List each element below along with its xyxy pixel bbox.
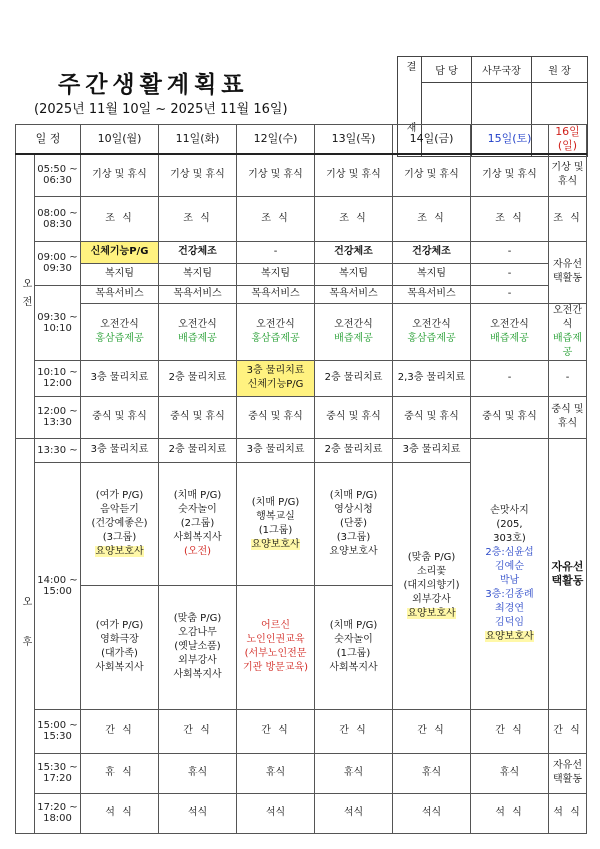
cell-wed-snack: 오전간식 홍삼즙제공 (237, 303, 315, 360)
cell-wed-0550: 기상 및 휴식 (237, 154, 315, 196)
cell-tue-1500: 간 식 (159, 709, 237, 753)
cell-wed-1400a: (치매 P/G) 행복교실 (1그룹) 요양보호사 (237, 462, 315, 585)
cell-thu-1530: 휴식 (315, 753, 393, 793)
cell-thu-1200: 중식 및 휴식 (315, 396, 393, 438)
cell-mon-0915: 복지팀 (81, 263, 159, 285)
cell-wed-1500: 간 식 (237, 709, 315, 753)
cell-mon-0800: 조 식 (81, 196, 159, 241)
cell-sat-0900: - (471, 241, 549, 263)
cell-fri-1530: 휴식 (393, 753, 471, 793)
cell-wed-1330: 3층 물리치료 (237, 438, 315, 462)
header-schedule: 일 정 (16, 125, 81, 155)
cell-sun-0900: 자유선택활동 (549, 241, 587, 303)
approval-col-director: 사무국장 (472, 57, 532, 83)
time-1500: 15:00 ~ 15:30 (35, 709, 81, 753)
cell-thu-0930: 목욕서비스 (315, 285, 393, 303)
cell-thu-snack: 오전간식 배즙제공 (315, 303, 393, 360)
header-mon: 10일(월) (81, 125, 159, 155)
cell-fri-0800: 조 식 (393, 196, 471, 241)
cell-tue-0800: 조 식 (159, 196, 237, 241)
cell-mon-1010: 3층 물리치료 (81, 360, 159, 396)
cell-sat-0930: - (471, 285, 549, 303)
cell-tue-snack: 오전간식 배즙제공 (159, 303, 237, 360)
cell-tue-1400b: (맞춤 P/G) 오감나무 (옛날소품) 외부강사 사회복지사 (159, 585, 237, 709)
cell-thu-1400a: (치매 P/G) 영상시청 (단풍) (3그룹) 요양보호사 (315, 462, 393, 585)
cell-sat-snack: 오전간식 배즙제공 (471, 303, 549, 360)
cell-thu-0900: 건강체조 (315, 241, 393, 263)
approval-col-manager: 담 당 (422, 57, 472, 83)
staff-badge: 요양보호사 (251, 538, 300, 550)
header-sun: 16일(일) (549, 125, 587, 155)
cell-sat-0800: 조 식 (471, 196, 549, 241)
time-0800: 08:00 ~ 08:30 (35, 196, 81, 241)
cell-thu-1010: 2층 물리치료 (315, 360, 393, 396)
cell-fri-1400: (맞춤 P/G) 소리꽃 (대지의향기) 외부강사 요양보호사 (393, 462, 471, 709)
cell-mon-1400a: (여가 P/G) 음악듣기 (건강예좋은) (3그룹) 요양보호사 (81, 462, 159, 585)
cell-tue-0900: 건강체조 (159, 241, 237, 263)
cell-sat-1200: 중식 및 휴식 (471, 396, 549, 438)
cell-wed-1530: 휴식 (237, 753, 315, 793)
time-1010: 10:10 ~ 12:00 (35, 360, 81, 396)
cell-thu-1720: 석식 (315, 793, 393, 833)
time-1330: 13:30 ~ (35, 438, 81, 462)
header-wed: 12일(수) (237, 125, 315, 155)
cell-mon-0900: 신체기능P/G (81, 241, 159, 263)
time-0930: 09:30 ~ 10:10 (35, 285, 81, 360)
cell-mon-1200: 중식 및 휴식 (81, 396, 159, 438)
cell-tue-1720: 석식 (159, 793, 237, 833)
header-tue: 11일(화) (159, 125, 237, 155)
time-0900: 09:00 ~ 09:30 (35, 241, 81, 285)
cell-tue-1010: 2층 물리치료 (159, 360, 237, 396)
cell-sat-0915: - (471, 263, 549, 285)
cell-mon-1330: 3층 물리치료 (81, 438, 159, 462)
approval-label: 결 재 (398, 57, 422, 157)
cell-tue-0550: 기상 및 휴식 (159, 154, 237, 196)
time-1400: 14:00 ~ 15:00 (35, 462, 81, 709)
cell-sun-snack: 오전간식 배즙제공 (549, 303, 587, 360)
approval-col-head: 원 장 (532, 57, 588, 83)
cell-mon-1530: 휴 식 (81, 753, 159, 793)
header-thu: 13일(목) (315, 125, 393, 155)
cell-fri-1010: 2,3층 물리치료 (393, 360, 471, 396)
time-1720: 17:20 ~ 18:00 (35, 793, 81, 833)
cell-mon-snack: 오전간식 홍삼즙제공 (81, 303, 159, 360)
cell-sat-1500: 간 식 (471, 709, 549, 753)
cell-sun-0550: 기상 및 휴식 (549, 154, 587, 196)
cell-wed-0900: - (237, 241, 315, 263)
cell-wed-1010: 3층 물리치료 신체기능P/G (237, 360, 315, 396)
cell-mon-0930: 목욕서비스 (81, 285, 159, 303)
section-afternoon: 오후 (16, 438, 35, 833)
time-1530: 15:30 ~ 17:20 (35, 753, 81, 793)
cell-sun-1530: 자유선택활동 (549, 753, 587, 793)
cell-sun-1010: - (549, 360, 587, 396)
cell-tue-1530: 휴식 (159, 753, 237, 793)
cell-thu-0915: 복지팀 (315, 263, 393, 285)
cell-sun-1500: 간 식 (549, 709, 587, 753)
cell-tue-0915: 복지팀 (159, 263, 237, 285)
cell-tue-1330: 2층 물리치료 (159, 438, 237, 462)
cell-tue-1200: 중식 및 휴식 (159, 396, 237, 438)
cell-mon-1400b: (여가 P/G) 영화극장 (대가족) 사회복지사 (81, 585, 159, 709)
staff-badge: 요양보호사 (95, 545, 144, 557)
cell-fri-1720: 석식 (393, 793, 471, 833)
weekly-schedule-table (15, 124, 587, 834)
time-0550: 05:50 ~ 06:30 (35, 154, 81, 196)
cell-sun-1720: 석 식 (549, 793, 587, 833)
cell-fri-0550: 기상 및 휴식 (393, 154, 471, 196)
cell-wed-1720: 석식 (237, 793, 315, 833)
cell-sun-1200: 중식 및 휴식 (549, 396, 587, 438)
cell-sat-1530: 휴식 (471, 753, 549, 793)
header-sat: 15일(토) (471, 125, 549, 155)
staff-badge: 요양보호사 (407, 607, 456, 619)
cell-sat-1010: - (471, 360, 549, 396)
cell-sat-0550: 기상 및 휴식 (471, 154, 549, 196)
cell-sun-0800: 조 식 (549, 196, 587, 241)
cell-wed-0915: 복지팀 (237, 263, 315, 285)
cell-fri-0930: 목욕서비스 (393, 285, 471, 303)
cell-wed-1200: 중식 및 휴식 (237, 396, 315, 438)
cell-wed-0930: 목욕서비스 (237, 285, 315, 303)
cell-mon-0550: 기상 및 휴식 (81, 154, 159, 196)
cell-mon-1720: 석 식 (81, 793, 159, 833)
page-title: 주간생활계획표 (58, 72, 249, 98)
date-range: (2025년 11월 10일 ~ 2025년 11월 16일) (34, 102, 288, 117)
header-fri: 14일(금) (393, 125, 471, 155)
cell-fri-1330: 3층 물리치료 (393, 438, 471, 462)
cell-thu-1500: 간 식 (315, 709, 393, 753)
time-1200: 12:00 ~ 13:30 (35, 396, 81, 438)
cell-mon-1500: 간 식 (81, 709, 159, 753)
section-morning: 오전 (16, 154, 35, 438)
cell-wed-0800: 조 식 (237, 196, 315, 241)
cell-thu-1330: 2층 물리치료 (315, 438, 393, 462)
cell-wed-1400b: 어르신 노인인권교육 (서부노인전문 기관 방문교육) (237, 585, 315, 709)
cell-sun-1400: 자유선택활동 (549, 438, 587, 709)
staff-badge: 요양보호사 (485, 630, 534, 642)
cell-fri-1200: 중식 및 휴식 (393, 396, 471, 438)
cell-tue-0930: 목욕서비스 (159, 285, 237, 303)
cell-fri-0915: 복지팀 (393, 263, 471, 285)
cell-fri-snack: 오전간식 홍삼즙제공 (393, 303, 471, 360)
cell-fri-0900: 건강체조 (393, 241, 471, 263)
cell-sat-1400: 손맛사지 (205, 303호) 2층:심윤섭 김예순 박남 3층:김종례 최경연 김덕임 요양보호사 (471, 438, 549, 709)
cell-tue-1400a: (치매 P/G) 숫자놀이 (2그룹) 사회복지사 (오전) (159, 462, 237, 585)
cell-thu-0800: 조 식 (315, 196, 393, 241)
cell-thu-1400b: (치매 P/G) 숫자놀이 (1그룹) 사회복지사 (315, 585, 393, 709)
cell-thu-0550: 기상 및 휴식 (315, 154, 393, 196)
cell-sat-1720: 석 식 (471, 793, 549, 833)
cell-fri-1500: 간 식 (393, 709, 471, 753)
